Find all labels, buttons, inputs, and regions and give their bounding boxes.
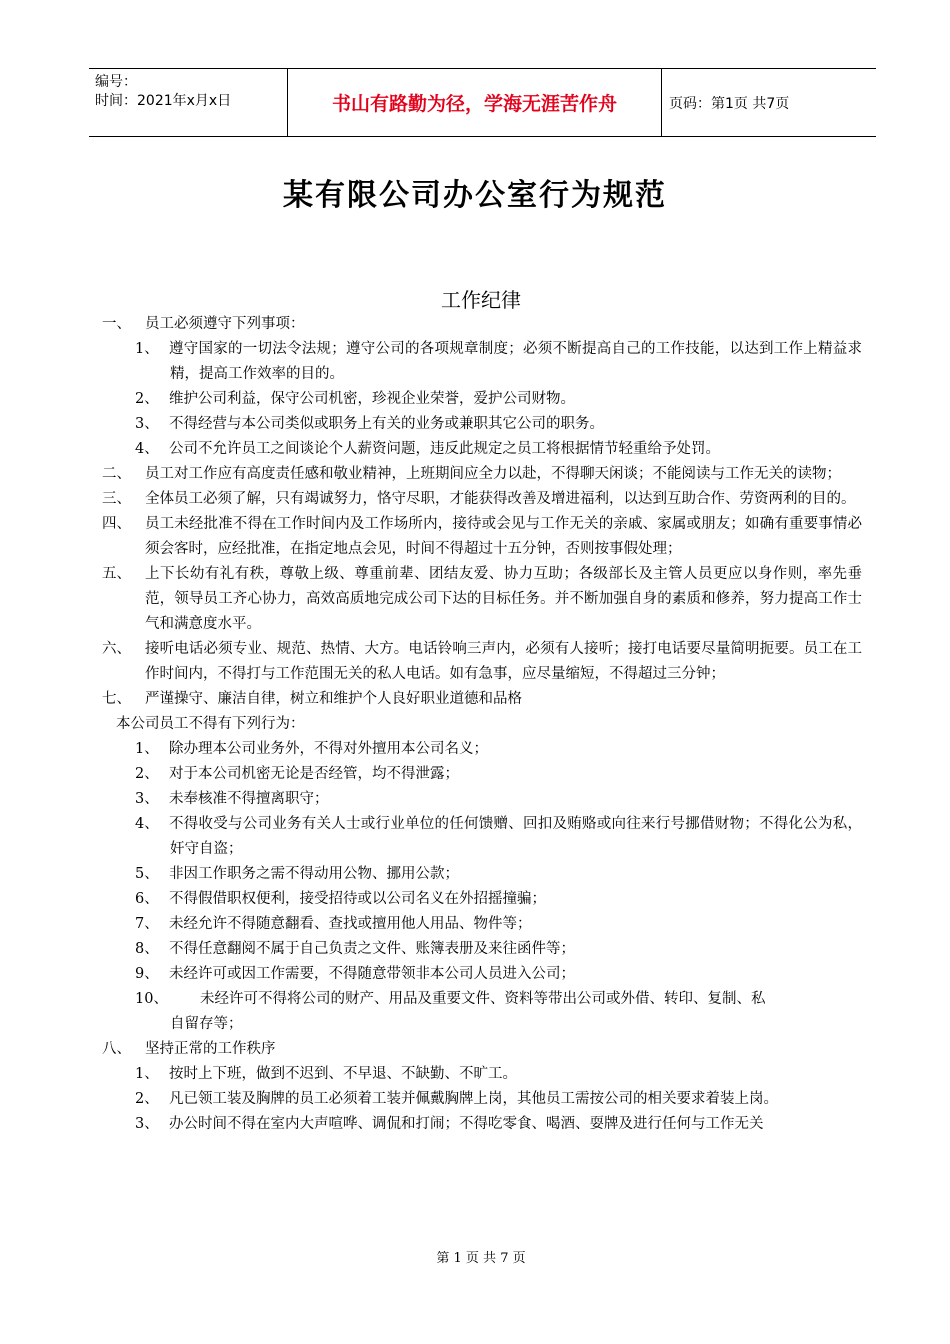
- section-2: [0, 462, 950, 487]
- item-number: 3、: [135, 1116, 159, 1132]
- section-7-intro: 本公司员工不得有下列行为：: [116, 716, 305, 732]
- section-6: [0, 637, 950, 687]
- section-7: [0, 687, 950, 712]
- item-number: 8、: [135, 941, 159, 957]
- list-item: [0, 862, 950, 887]
- section-text: 员工必须遵守下列事项：: [145, 316, 305, 332]
- section-number: 六、: [102, 641, 131, 657]
- item-text: 除办理本公司业务外，不得对外擅用本公司名义；: [169, 741, 488, 757]
- header-motto: 书山有路勤为径，学海无涯苦作舟: [287, 69, 662, 136]
- list-item: [0, 1062, 950, 1087]
- item-number: 10、: [135, 991, 168, 1007]
- section-number: 八、: [102, 1041, 131, 1057]
- document-body: [0, 312, 950, 1137]
- item-number: 1、: [135, 341, 159, 357]
- list-item: [0, 987, 950, 1037]
- list-item: [0, 387, 950, 412]
- item-text: 非因工作职务之需不得动用公物、挪用公款；: [169, 866, 459, 882]
- item-text: 按时上下班，做到不迟到、不早退、不缺勤、不旷工。: [169, 1066, 517, 1082]
- item-number: 5、: [135, 866, 159, 882]
- item-text: 不得任意翻阅不属于自己负责之文件、账簿表册及来往函件等；: [169, 941, 575, 957]
- item-text-line2: 自留存等；: [170, 1016, 243, 1032]
- number-label: 编号：: [95, 74, 137, 90]
- item-text: 凡已领工装及胸牌的员工必须着工装并佩戴胸牌上岗，其他员工需按公司的相关要求着装上岗。: [169, 1091, 778, 1107]
- item-number: 1、: [135, 1066, 159, 1082]
- section-4: [0, 512, 950, 562]
- item-number: 4、: [135, 441, 159, 457]
- item-text: 办公时间不得在室内大声喧哗、调侃和打闹；不得吃零食、喝酒、耍牌及进行任何与工作无关: [169, 1116, 764, 1132]
- header-meta: [95, 73, 285, 111]
- list-item: [0, 937, 950, 962]
- list-item: [0, 737, 950, 762]
- item-number: 3、: [135, 416, 159, 432]
- section-heading: 工作纪律: [441, 288, 521, 312]
- section-number: 七、: [102, 691, 131, 707]
- list-item: [0, 1087, 950, 1112]
- item-number: 2、: [135, 766, 159, 782]
- item-text: 遵守国家的一切法令法规；遵守公司的各项规章制度；必须不断提高自己的工作技能，以达到工作上精益求精，提高工作效率的目的。: [169, 341, 862, 382]
- list-item: [0, 887, 950, 912]
- list-item: [0, 437, 950, 462]
- item-text: 公司不允许员工之间谈论个人薪资问题，违反此规定之员工将根据情节轻重给予处罚。: [169, 441, 720, 457]
- item-text: 不得假借职权便利，接受招待或以公司名义在外招摇撞骗；: [169, 891, 546, 907]
- header-page-info: 页码：第1页 共7页: [669, 95, 790, 112]
- section-3: [0, 487, 950, 512]
- section-text: 坚持正常的工作秩序: [145, 1041, 276, 1057]
- item-number: 4、: [135, 816, 159, 832]
- section-number: 三、: [102, 491, 131, 507]
- item-number: 2、: [135, 1091, 159, 1107]
- section-text: 上下长幼有礼有秩，尊敬上级、尊重前辈、团结友爱、协力互助；各级部长及主管人员更应以身作则，率先垂范，领导员工齐心协力，高效高质地完成公司下达的目标任务。并不断加强自身的素质和修养，努力提高工作士气和满意度水平。: [145, 566, 862, 632]
- item-text: [170, 987, 862, 1037]
- section-text: 接听电话必须专业、规范、热情、大方。电话铃响三声内，必须有人接听；接打电话要尽量简明扼要。员工在工作时间内，不得打与工作范围无关的私人电话。如有急事，应尽量缩短，不得超过三分钟；: [145, 641, 862, 682]
- list-item: [0, 337, 950, 387]
- section-number: 四、: [102, 516, 131, 532]
- section-text: 员工未经批准不得在工作时间内及工作场所内，接待或会见与工作无关的亲戚、家属或朋友；如确有重要事情必须会客时，应经批准，在指定地点会见，时间不得超过十五分钟，否则按事假处理；: [145, 516, 862, 557]
- list-item: [0, 912, 950, 937]
- document-title: 某有限公司办公室行为规范: [283, 178, 667, 213]
- section-number: 五、: [102, 566, 131, 582]
- item-number: 6、: [135, 891, 159, 907]
- item-number: 2、: [135, 391, 159, 407]
- item-number: 3、: [135, 791, 159, 807]
- list-item: [0, 1112, 950, 1137]
- time-label: 时间：2021年x月x日: [95, 93, 232, 109]
- list-item: [0, 812, 950, 862]
- item-number: 1、: [135, 741, 159, 757]
- item-text: 不得收受与公司业务有关人士或行业单位的任何馈赠、回扣及贿赂或向往来行号挪借财物；不得化公为私，奸守自盗；: [169, 816, 862, 857]
- list-item: [0, 962, 950, 987]
- list-item: [0, 762, 950, 787]
- section-text: 严谨操守、廉洁自律，树立和维护个人良好职业道德和品格: [145, 691, 522, 707]
- item-text: 未经允许不得随意翻看、查找或擅用他人用品、物件等；: [169, 916, 532, 932]
- item-text: 对于本公司机密无论是否经管，均不得泄露；: [169, 766, 459, 782]
- item-number: 7、: [135, 916, 159, 932]
- page-header: [89, 68, 876, 137]
- item-text-line1: 未经许可不得将公司的财产、用品及重要文件、资料等带出公司或外借、转印、复制、私: [200, 991, 766, 1007]
- section-number: 一、: [102, 316, 131, 332]
- item-text: 未经许可或因工作需要，不得随意带领非本公司人员进入公司；: [169, 966, 575, 982]
- section-8: [0, 1037, 950, 1062]
- page-footer: 第 1 页 共 7 页: [436, 1251, 526, 1266]
- section-text: 全体员工必须了解，只有竭诚努力，恪守尽职，才能获得改善及增进福利，以达到互助合作、劳资两利的目的。: [145, 491, 856, 507]
- section-text: 员工对工作应有高度责任感和敬业精神，上班期间应全力以赴，不得聊天闲谈；不能阅读与工作无关的读物；: [145, 466, 841, 482]
- item-text: 维护公司利益，保守公司机密，珍视企业荣誉，爱护公司财物。: [169, 391, 575, 407]
- item-text: 不得经营与本公司类似或职务上有关的业务或兼职其它公司的职务。: [169, 416, 604, 432]
- list-item: [0, 787, 950, 812]
- list-item: [0, 412, 950, 437]
- section-5: [0, 562, 950, 637]
- item-text: 未奉核准不得擅离职守；: [169, 791, 329, 807]
- section-number: 二、: [102, 466, 131, 482]
- section-1: [0, 312, 950, 337]
- item-number: 9、: [135, 966, 159, 982]
